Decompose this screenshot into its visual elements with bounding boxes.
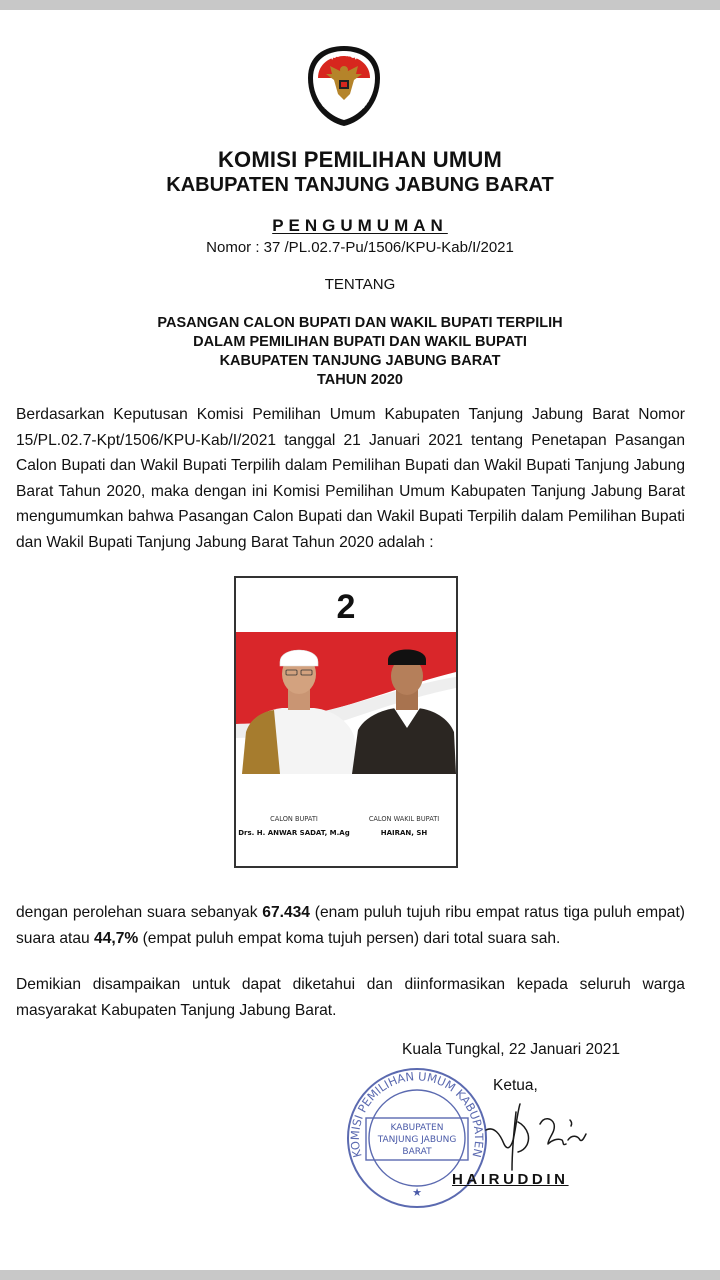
closing-paragraph: Demikian disampaikan untuk dapat diketahui dan diinformasikan kepada seluruh warga masyarakat Kabupaten Tanjung Jabung Barat.: [16, 976, 685, 1019]
deputy-name: HAIRAN, SH: [380, 829, 428, 837]
announcement-title: PENGUMUMAN: [272, 216, 448, 235]
votes-percent: 44,7%: [94, 929, 139, 947]
stamp-line: BARAT: [402, 1147, 432, 1157]
votes-paragraph: [16, 900, 685, 951]
logo-top-text: KOMISI: [328, 49, 360, 62]
subject-line: TAHUN 2020: [317, 372, 403, 388]
announcement-subject: [0, 314, 720, 390]
votes-text: (enam puluh tujuh ribu empat ratus tiga puluh empat) suara atau: [16, 904, 685, 947]
org-region: KABUPATEN TANJUNG JABUNG BARAT: [166, 174, 554, 196]
candidates-photo: [236, 632, 456, 774]
org-name: KOMISI PEMILIHAN UMUM: [217, 147, 503, 172]
candidate-name: Drs. H. ANWAR SADAT, M.Ag: [238, 829, 350, 837]
subject-line: PASANGAN CALON BUPATI DAN WAKIL BUPATI TERPILIH: [157, 315, 563, 331]
svg-text:KOMISI PEMILIHAN UMUM KABUPATE: [348, 1069, 486, 1159]
logo-bottom-text: PEMILIHAN UMUM: [317, 98, 371, 119]
votes-count: 67.434: [262, 904, 310, 921]
signer-title: Ketua,: [493, 1077, 538, 1094]
official-stamp: [344, 1066, 490, 1210]
top-frame-bar: [0, 0, 720, 10]
kpu-logo: [306, 44, 382, 128]
bottom-frame-bar: [0, 1270, 720, 1280]
votes-text: (empat puluh empat koma tujuh persen) dari total suara sah.: [138, 929, 561, 947]
subject-line: KABUPATEN TANJUNG JABUNG BARAT: [219, 353, 501, 369]
decision-paragraph: Berdasarkan Keputusan Komisi Pemilihan Umum Kabupaten Tanjung Jabung Barat Nomor 15/PL.02.7-Kpt/1506/KPU-Kab/I/2021 tanggal 21 Januari 2021 tentang Penetapan Pasangan Calon Bupati dan Wakil Bupati Terpilih dalam Pemilihan Bupati dan Wakil Bupati Tanjung Jabung Barat Tahun 2020, maka dengan ini Komisi Pemilihan Umum Kabupaten Tanjung Jabung Barat mengumumkan bahwa Pasangan Calon Bupati dan Wakil Bupati Terpilih dalam Pemilihan Bupati dan Wakil Bupati Tanjung Jabung Barat Tahun 2020 adalah :: [16, 406, 685, 551]
candidate-role: CALON BUPATI: [270, 815, 318, 823]
subject-line: DALAM PEMILIHAN BUPATI DAN WAKIL BUPATI: [193, 334, 527, 350]
ballot-card: [234, 576, 458, 868]
about-label: TENTANG: [324, 276, 396, 293]
votes-text: dengan perolehan suara sebanyak: [16, 904, 263, 921]
signer-name: HAIRUDDIN: [452, 1171, 569, 1188]
star-icon: ★: [412, 1186, 422, 1199]
ballot-number: 2: [336, 588, 356, 626]
stamp-line: KABUPATEN: [390, 1123, 444, 1133]
deputy-role: CALON WAKIL BUPATI: [368, 815, 440, 823]
stamp-line: TANJUNG JABUNG: [377, 1135, 457, 1145]
announcement-number: Nomor : 37 /PL.02.7-Pu/1506/KPU-Kab/I/2021: [206, 239, 514, 256]
stamp-outer-text: KOMISI PEMILIHAN UMUM KABUPATEN: [347, 1069, 487, 1159]
handwritten-signature: [478, 1090, 588, 1172]
place-date: Kuala Tungkal, 22 Januari 2021: [402, 1041, 621, 1058]
